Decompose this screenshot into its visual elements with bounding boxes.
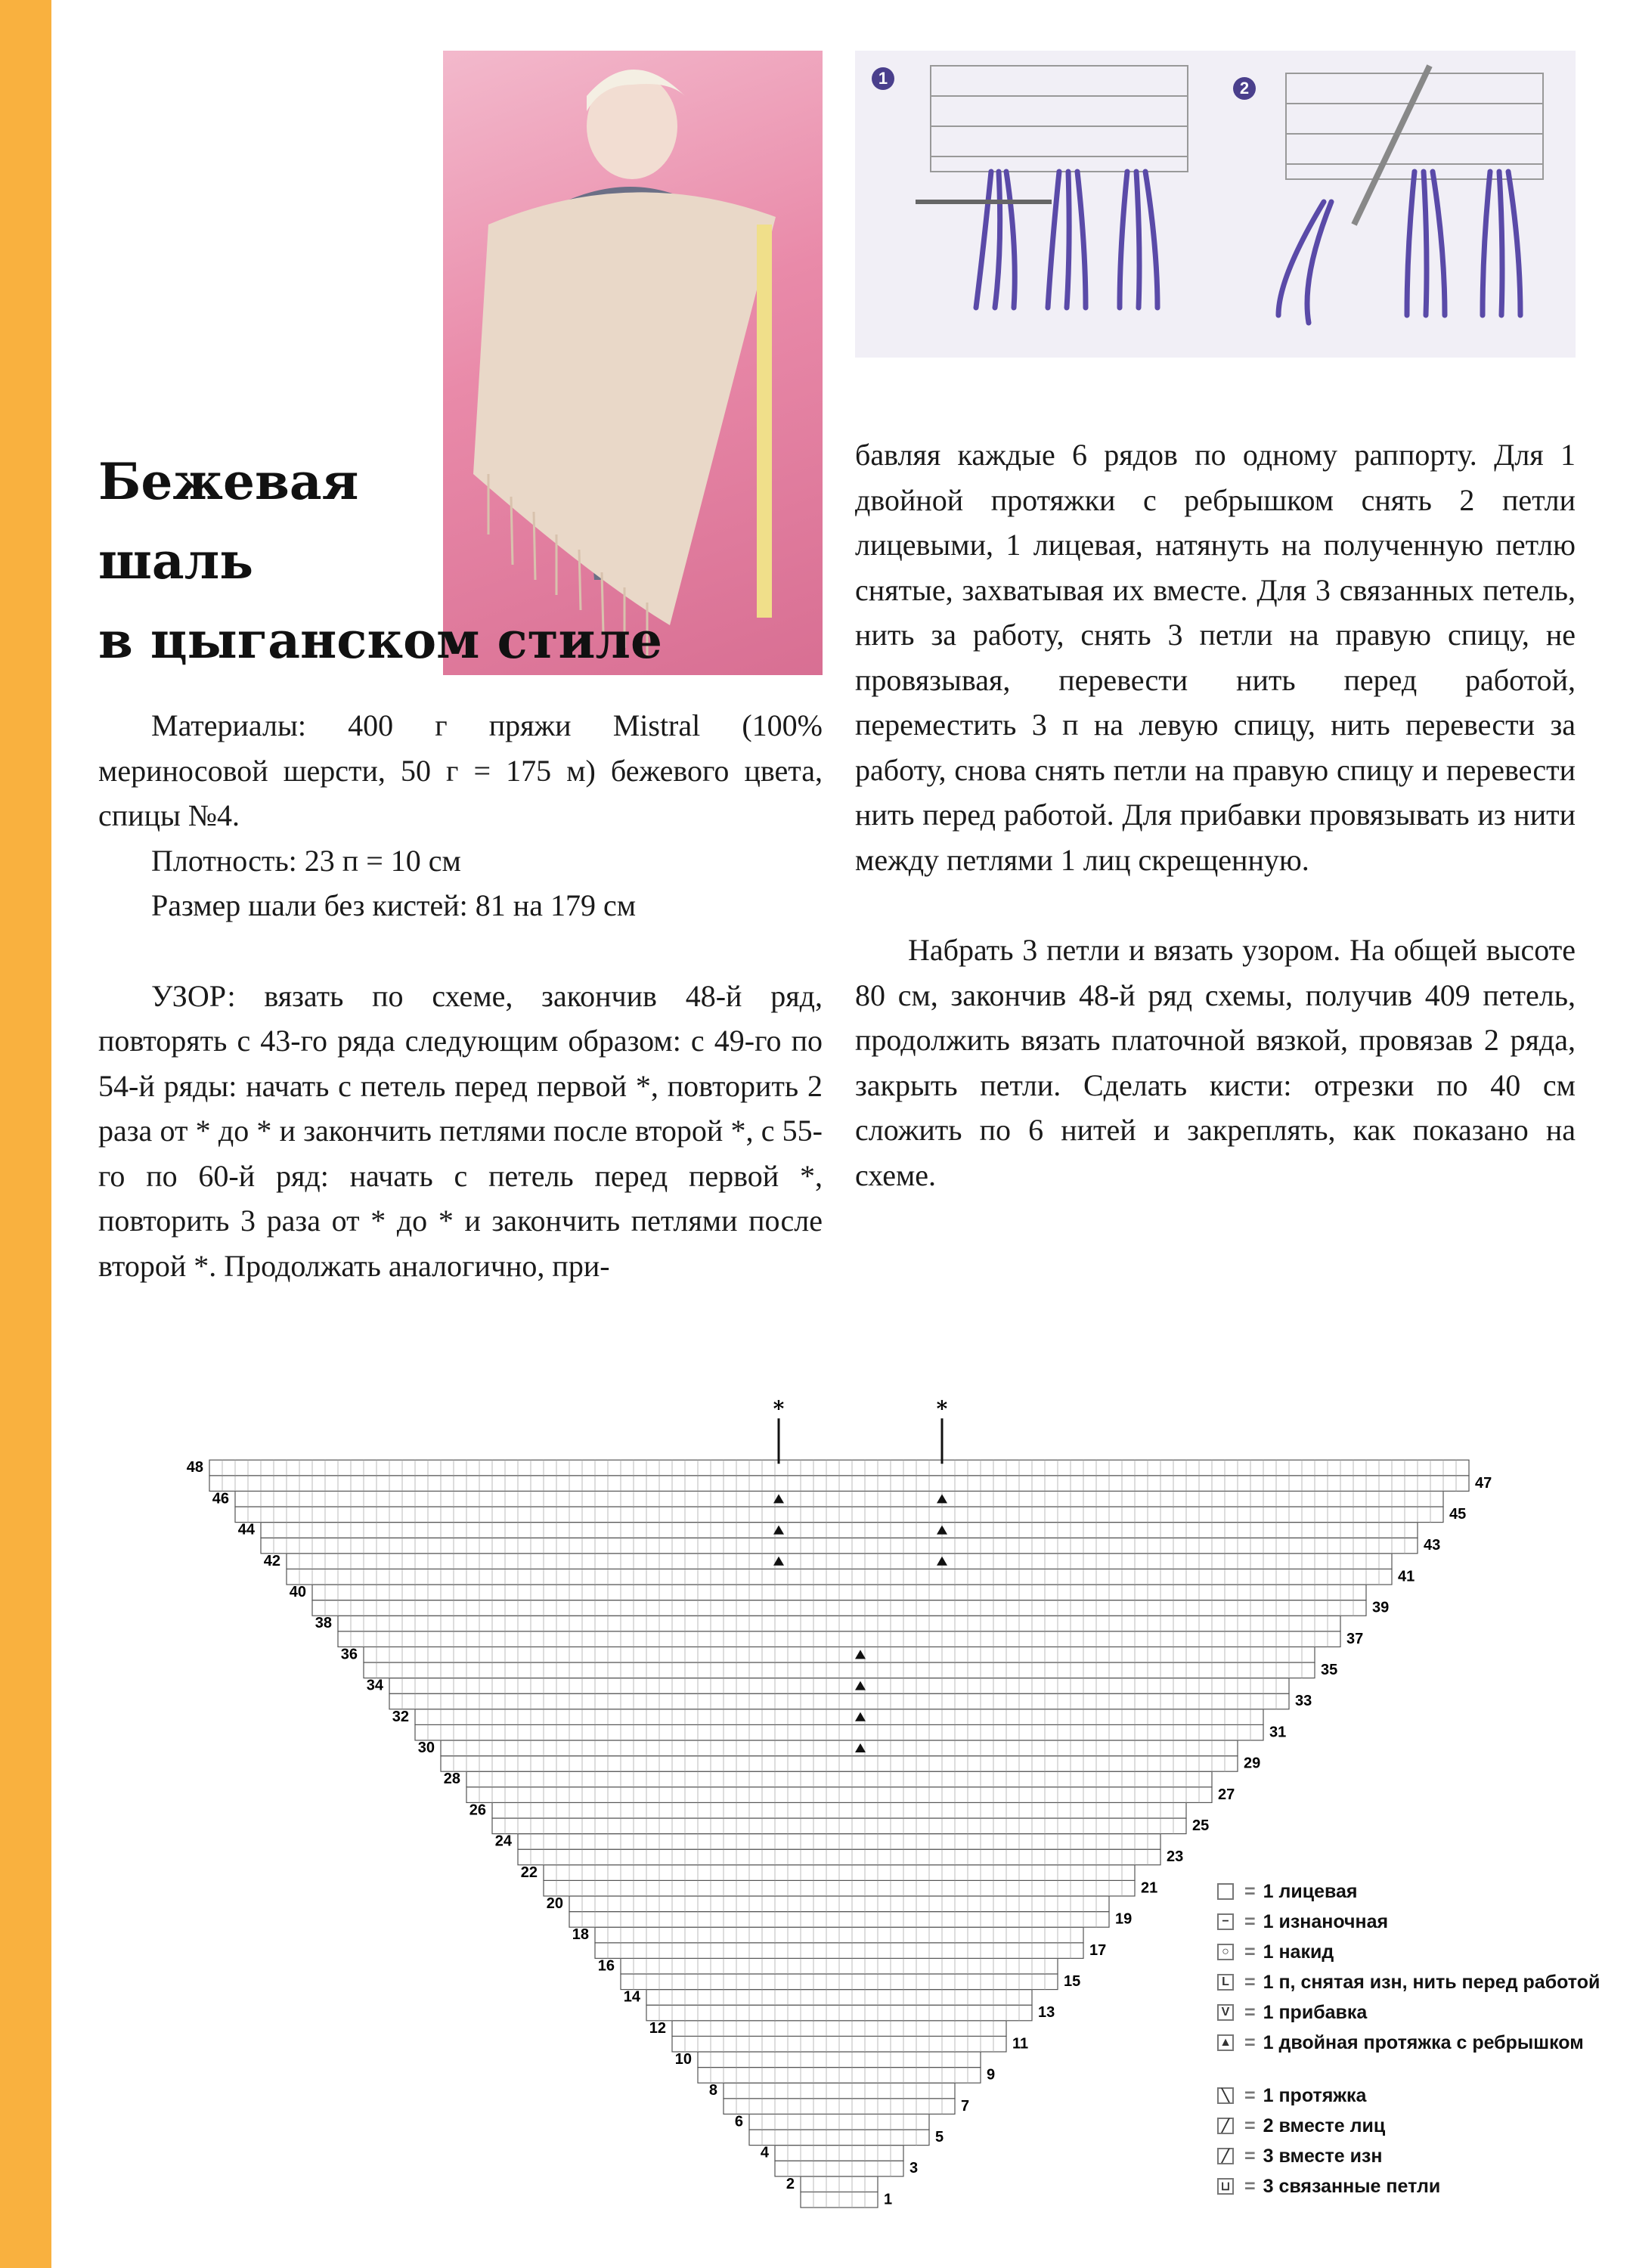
row-number-right: 7 — [961, 2097, 970, 2115]
row-number-right: 25 — [1192, 1817, 1210, 1834]
legend-equals: = — [1244, 1910, 1256, 1932]
legend-label: 1 двойная протяжка с ребрышком — [1263, 2031, 1584, 2053]
legend-equals: = — [1244, 2031, 1256, 2053]
row-number-left: 12 — [649, 2019, 666, 2037]
row-number-right: 27 — [1218, 1786, 1235, 1803]
row-number-left: 10 — [674, 2051, 692, 2068]
row-number-left: 4 — [760, 2144, 769, 2161]
left-text-column — [98, 703, 823, 1288]
row-number-left: 26 — [469, 1802, 486, 1819]
empty-square-icon — [1217, 1883, 1234, 1900]
legend-label: 1 п, снятая изн, нить перед работой — [1263, 1971, 1600, 1993]
row-number-right: 23 — [1167, 1848, 1184, 1866]
row-number-right: 29 — [1244, 1755, 1261, 1772]
legend-equals: = — [1244, 1941, 1256, 1963]
row-number-left: 22 — [520, 1864, 538, 1881]
backslash-icon: ╲ — [1217, 2087, 1234, 2104]
fringe-diagram — [855, 51, 1576, 358]
row-number-left: 44 — [237, 1521, 255, 1538]
legend-item — [1217, 1876, 1600, 1907]
row-number-left: 32 — [392, 1708, 409, 1725]
row-number-left: 8 — [708, 2082, 717, 2099]
row-number-right: 11 — [1012, 2035, 1029, 2053]
row-number-left: 34 — [366, 1677, 383, 1694]
triangle-icon: ▲ — [1217, 2034, 1234, 2051]
row-number-left: 38 — [315, 1615, 332, 1632]
legend-item — [1217, 1907, 1600, 1937]
legend-label: 2 вместе лиц — [1263, 2115, 1386, 2136]
legend-equals: = — [1244, 2084, 1256, 2106]
v-icon: V — [1217, 2004, 1234, 2021]
slash-icon: ╱ — [1217, 2118, 1234, 2134]
repeat-marker: * — [936, 1396, 948, 1422]
row-number-right: 1 — [884, 2191, 893, 2208]
row-number-left: 36 — [340, 1646, 358, 1663]
legend-item — [1217, 1967, 1600, 1997]
row-number-right: 15 — [1064, 1973, 1081, 1990]
row-number-left: 18 — [572, 1926, 589, 1944]
legend-equals: = — [1244, 2175, 1256, 2197]
legend-label: 1 протяжка — [1263, 2084, 1367, 2106]
legend-equals: = — [1244, 1971, 1256, 1993]
row-number-right: 41 — [1398, 1568, 1415, 1585]
legend-item — [1217, 2141, 1600, 2171]
row-number-right: 3 — [909, 2160, 919, 2177]
row-number-left: 6 — [734, 2113, 743, 2130]
step-number: 2 — [1233, 77, 1256, 100]
row-number-right: 9 — [987, 2066, 996, 2084]
row-number-right: 17 — [1089, 1941, 1107, 1959]
row-number-right: 5 — [935, 2129, 944, 2146]
legend-item — [1217, 1997, 1600, 2028]
density-text: Плотность: 23 п = 10 см — [151, 843, 461, 878]
row-number-left: 28 — [443, 1771, 460, 1788]
row-number-right: 39 — [1372, 1599, 1390, 1616]
row-number-right: 35 — [1321, 1662, 1338, 1678]
legend-item — [1217, 2081, 1600, 2111]
chart-legend — [1217, 1876, 1600, 2201]
legend-equals: = — [1244, 2115, 1256, 2136]
slip-purl-icon: L — [1217, 1974, 1234, 1991]
row-number-left: 2 — [786, 2175, 795, 2192]
legend-label: 1 лицевая — [1263, 1880, 1358, 1902]
page-edge-strip — [0, 0, 51, 2268]
legend-item — [1217, 1937, 1600, 1967]
legend-item — [1217, 2028, 1600, 2058]
row-number-right: 33 — [1295, 1693, 1312, 1710]
minus-icon: − — [1217, 1913, 1234, 1930]
slash-dot-icon: ╱ — [1217, 2148, 1234, 2164]
page-title — [98, 442, 662, 680]
row-number-left: 42 — [263, 1552, 280, 1569]
materials-text: Материалы: 400 г пряжи Mistral (100% мериносовой шерсти, 50 г = 175 м) бежевого цвета, спицы №4. — [98, 708, 823, 832]
legend-label: 1 прибавка — [1263, 2001, 1368, 2023]
legend-label: 1 изнаночная — [1263, 1910, 1389, 1932]
continuation-text: бавляя каждые 6 рядов по одному раппорту. Для 1 двойной протяжки с ребрышком снять 2 петли лицевыми, 1 лицевая, натянуть на полученную петлю снятые, захватывая их вместе. Для 3 связанных петель, нить за работу, снять 3 петли на правую спицу, не провязывая, перевести нить перед работой, переместить 3 п на левую спицу, нить перевести за работу, снова снять петли на правую спицу и перевести нить перед работой. Для прибавки провязывать из нити между петлями 1 лиц скрещенную. — [855, 438, 1576, 877]
legend-item — [1217, 2171, 1600, 2201]
legend-label: 3 вместе изн — [1263, 2145, 1383, 2167]
row-number-right: 19 — [1115, 1910, 1133, 1928]
title-line: шаль — [98, 531, 254, 590]
row-number-right: 21 — [1141, 1879, 1158, 1897]
legend-item — [1217, 2111, 1600, 2141]
circle-icon: ○ — [1217, 1944, 1234, 1960]
step-number: 1 — [872, 67, 894, 90]
row-number-left: 20 — [546, 1895, 563, 1912]
size-text: Размер шали без кистей: 81 на 179 см — [151, 888, 637, 922]
row-number-right: 31 — [1269, 1724, 1287, 1741]
row-number-right: 13 — [1038, 2004, 1055, 2022]
repeat-marker: * — [773, 1396, 785, 1422]
three-bound-icon: ⊔ — [1217, 2178, 1234, 2195]
row-number-right: 45 — [1449, 1506, 1467, 1523]
row-number-left: 40 — [289, 1584, 306, 1600]
legend-equals: = — [1244, 1880, 1256, 1902]
title-line: Бежевая — [98, 452, 359, 511]
pattern-text: УЗОР: вязать по схеме, закончив 48-й ряд, повторять с 43-го ряда следующим образом: с 49-го по 54-й ряды: начать с петель перед первой *, повторить 2 раза от * до * и закончить петлями после второй *, с 55-го по 60-й ряд: начать с петель перед первой *, повторить 3 раза от * до * и закончить петлями после второй *. Продолжать аналогично, при- — [98, 978, 823, 1283]
instructions-text: Набрать 3 петли и вязать узором. На общей высоте 80 см, закончив 48-й ряд схемы, получив 409 петель, продолжить вязать платочной вязкой, провязав 2 ряда, закрыть петли. Сделать кисти: отрезки по 40 см сложить по 6 нитей и закреплять, как показано на схеме. — [855, 933, 1576, 1192]
legend-label: 3 связанные петли — [1263, 2175, 1441, 2197]
row-number-left: 30 — [417, 1740, 435, 1756]
row-number-left: 46 — [212, 1490, 229, 1507]
legend-equals: = — [1244, 2001, 1256, 2023]
legend-equals: = — [1244, 2145, 1256, 2167]
title-line: в цыганском стиле — [98, 611, 663, 670]
row-number-left: 48 — [186, 1459, 203, 1476]
row-number-right: 47 — [1475, 1474, 1492, 1492]
row-number-left: 24 — [494, 1833, 512, 1850]
row-number-left: 14 — [623, 1988, 640, 2006]
right-text-column — [855, 432, 1576, 1198]
legend-label: 1 накид — [1263, 1941, 1334, 1963]
row-number-right: 37 — [1346, 1630, 1364, 1647]
row-number-left: 16 — [597, 1957, 615, 1975]
row-number-right: 43 — [1424, 1537, 1441, 1554]
